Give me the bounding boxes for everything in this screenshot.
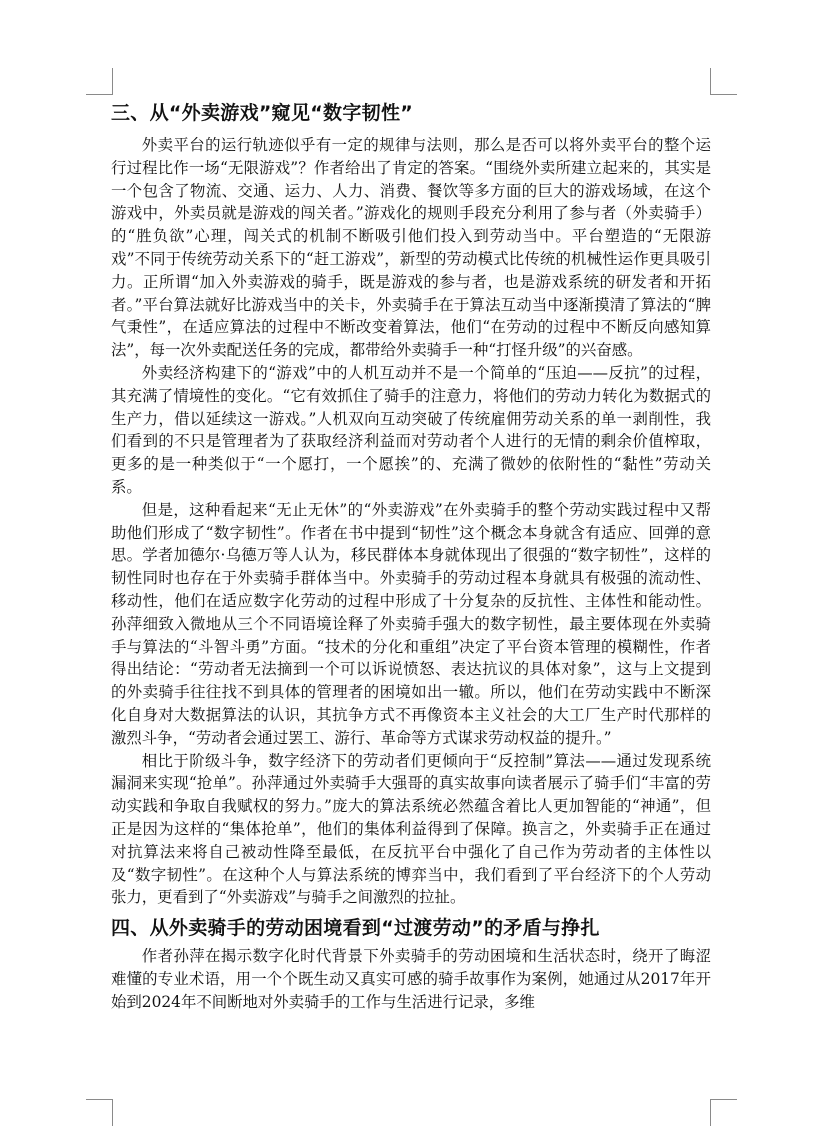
crop-mark-bottom-left xyxy=(86,1099,113,1126)
crop-mark-top-left xyxy=(86,68,113,95)
crop-mark-top-right xyxy=(710,68,737,95)
paragraph: 外卖平台的运行轨迹似乎有一定的规律与法则，那么是否可以将外卖平台的整个运行过程比作一场“无限游戏”？作者给出了肯定的答案。“围绕外卖所建立起来的，其实是一个包含了物流、交通、运力、人力、消费、餐饮等多方面的巨大的游戏场域，在这个游戏中，外卖员就是游戏的闯关者。”游戏化的规则手段充分利用了参与者（外卖骑手）的“胜负欲”心理，闯关式的机制不断吸引他们投入到劳动当中。平台塑造的“无限游戏”不同于传统劳动关系下的“赶工游戏”，新型的劳动模式比传统的机械性运作更具吸引力。正所谓“加入外卖游戏的骑手，既是游戏的参与者，也是游戏系统的研发者和开拓者。”平台算法就好比游戏当中的关卡，外卖骑手在于算法互动当中逐渐摸清了算法的“脾气秉性”，在适应算法的过程中不断改变着算法，他们“在劳动的过程中不断反向感知算法”，每一次外卖配送任务的完成，都带给外卖骑手一种“打怪升级”的兴奋感。 xyxy=(111,136,711,360)
paragraph: 外卖经济构建下的“游戏”中的人机互动并不是一个简单的“压迫——反抗”的过程，其充满了情境性的变化。“它有效抓住了骑手的注意力，将他们的劳动力转化为数据式的生产力，借以延续这一游戏。”人机双向互动突破了传统雇佣劳动关系的单一剥削性，我们看到的不只是管理者为了获取经济利益而对劳动者个人进行的无情的剩余价值榨取，更多的是一种类似于“一个愿打，一个愿挨”的、充满了微妙的依附性的“黏性”劳动关系。 xyxy=(111,363,711,496)
paragraph: 但是，这种看起来“无止无休”的“外卖游戏”在外卖骑手的整个劳动实践过程中又帮助他们形成了“数字韧性”。作者在书中提到“韧性”这个概念本身就含有适应、回弹的意思。学者加德尔·乌德万等人认为，移民群体本身就体现出了很强的“数字韧性”，这样的韧性同时也存在于外卖骑手群体当中。外卖骑手的劳动过程本身就具有极强的流动性、移动性，他们在适应数字化劳动的过程中形成了十分复杂的反抗性、主体性和能动性。孙萍细致入微地从三个不同语境诠释了外卖骑手强大的数字韧性，最主要体现在外卖骑手与算法的“斗智斗勇”方面。“技术的分化和重组”决定了平台资本管理的模糊性，作者得出结论：“劳动者无法摘到一个可以诉说愤怒、表达抗议的具体对象”，这与上文提到的外卖骑手往往找不到具体的管理者的困境如出一辙。所以，他们在劳动实践中不断深化自身对大数据算法的认识，其抗争方式不再像资本主义社会的大工厂生产时代那样的激烈斗争，“劳动者会通过罢工、游行、革命等方式谋求劳动权益的提升。” xyxy=(111,500,711,747)
section-heading-4: 四、从外卖骑手的劳动困境看到“过渡劳动”的矛盾与挣扎 xyxy=(111,917,600,940)
crop-mark-bottom-right xyxy=(710,1099,737,1126)
document-body xyxy=(111,100,711,1013)
section-heading-3: 三、从“外卖游戏”窥见“数字韧性” xyxy=(111,102,414,124)
paragraph: 相比于阶级斗争，数字经济下的劳动者们更倾向于“反控制”算法——通过发现系统漏洞来实现“抢单”。孙萍通过外卖骑手大强哥的真实故事向读者展示了骑手们“丰富的劳动实践和争取自我赋权的努力。”庞大的算法系统必然蕴含着比人更加智能的“神通”，但正是因为这样的“集体抢单”，他们的集体利益得到了保障。换言之，外卖骑手正在通过对抗算法来将自己被动性降至最低，在反抗平台中强化了自己作为劳动者的主体性以及“数字韧性”。在这种个人与算法系统的博弈当中，我们看到了平台经济下的个人劳动张力，更看到了“外卖游戏”与骑手之间激烈的拉扯。 xyxy=(111,751,711,907)
paragraph: 作者孙萍在揭示数字化时代背景下外卖骑手的劳动困境和生活状态时，绕开了晦涩难懂的专业术语，用一个个既生动又真实可感的骑手故事作为案例，她通过从2017年开始到2024年不间断地对外卖骑手的工作与生活进行记录，多维 xyxy=(111,947,711,1011)
